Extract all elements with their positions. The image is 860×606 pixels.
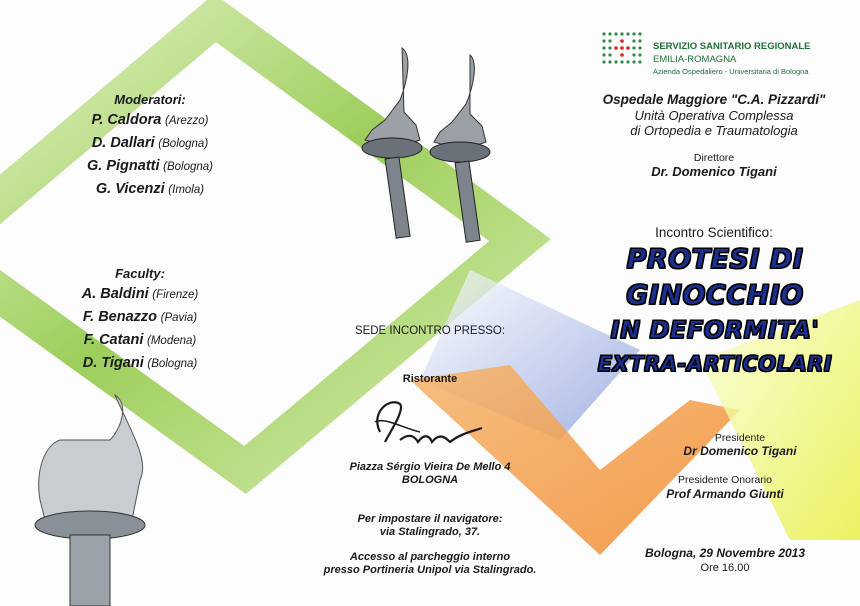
moderator-item: G. Vicenzi (Imola) bbox=[95, 181, 205, 197]
event-title-line-1: PROTESI DI bbox=[626, 244, 804, 275]
honorary-president-label: Presidente Onorario bbox=[678, 474, 772, 486]
hospital-name: Ospedale Maggiore "C.A. Pizzardi" bbox=[602, 92, 826, 107]
parking-line-1: Accesso al parcheggio interno bbox=[349, 551, 511, 563]
faculty-item: A. Baldini (Firenze) bbox=[81, 286, 199, 302]
event-time: Ore 16.00 bbox=[700, 562, 750, 574]
logo-line-3: Azienda Ospedaliero - Universitaria di Bologna bbox=[653, 67, 809, 76]
event-title-line-4: EXTRA-ARTICOLARI bbox=[597, 352, 833, 376]
president-label: Presidente bbox=[714, 432, 766, 444]
venue-type: Ristorante bbox=[402, 373, 458, 385]
moderator-item: G. Pignatti (Bologna) bbox=[87, 158, 213, 174]
moderator-item: P. Caldora (Arezzo) bbox=[91, 112, 209, 128]
venue-heading: SEDE INCONTRO PRESSO: bbox=[354, 325, 506, 337]
director-name: Dr. Domenico Tigani bbox=[651, 164, 777, 179]
event-kind: Incontro Scientifico: bbox=[655, 225, 773, 240]
faculty-item: F. Benazzo (Pavia) bbox=[82, 309, 198, 325]
faculty-item: F. Catani (Modena) bbox=[83, 332, 197, 348]
navigator-address: via Stalingrado, 37. bbox=[379, 526, 481, 538]
moderators-label: Moderatori: bbox=[114, 92, 186, 107]
faculty-section bbox=[40, 266, 240, 375]
navigator-label: Per impostare il navigatore: bbox=[357, 513, 503, 525]
honorary-president-name: Prof Armando Giunti bbox=[666, 487, 784, 501]
event-title-line-3: IN DEFORMITA' bbox=[610, 316, 820, 344]
venue-address: Piazza Sérgio Vieira De Mello 4 bbox=[349, 461, 511, 473]
faculty-label: Faculty: bbox=[115, 266, 165, 281]
regional-health-logo-icon bbox=[600, 30, 650, 76]
hospital-unit-line-2: di Ortopedia e Traumatologia bbox=[630, 123, 798, 138]
logo-line-2: EMILIA-ROMAGNA bbox=[653, 54, 737, 65]
knee-prosthesis-image-top bbox=[362, 48, 490, 242]
parking-line-2: presso Portineria Unipol via Stalingrado. bbox=[323, 564, 537, 576]
logo-line-1: SERVIZIO SANITARIO REGIONALE bbox=[653, 41, 811, 52]
moderator-item: D. Dallari (Bologna) bbox=[91, 135, 209, 151]
restaurant-signature-logo bbox=[360, 392, 490, 454]
moderators-section bbox=[50, 92, 250, 201]
event-title-line-2: GINOCCHIO bbox=[626, 280, 804, 311]
president-name: Dr Domenico Tigani bbox=[683, 444, 797, 458]
hospital-unit-line-1: Unità Operativa Complessa bbox=[634, 108, 794, 123]
venue-city: BOLOGNA bbox=[401, 474, 459, 486]
director-label: Direttore bbox=[693, 152, 735, 164]
event-date: Bologna, 29 Novembre 2013 bbox=[644, 546, 806, 560]
knee-prosthesis-image-bottom bbox=[35, 395, 145, 606]
faculty-item: D. Tigani (Bologna) bbox=[82, 355, 198, 371]
